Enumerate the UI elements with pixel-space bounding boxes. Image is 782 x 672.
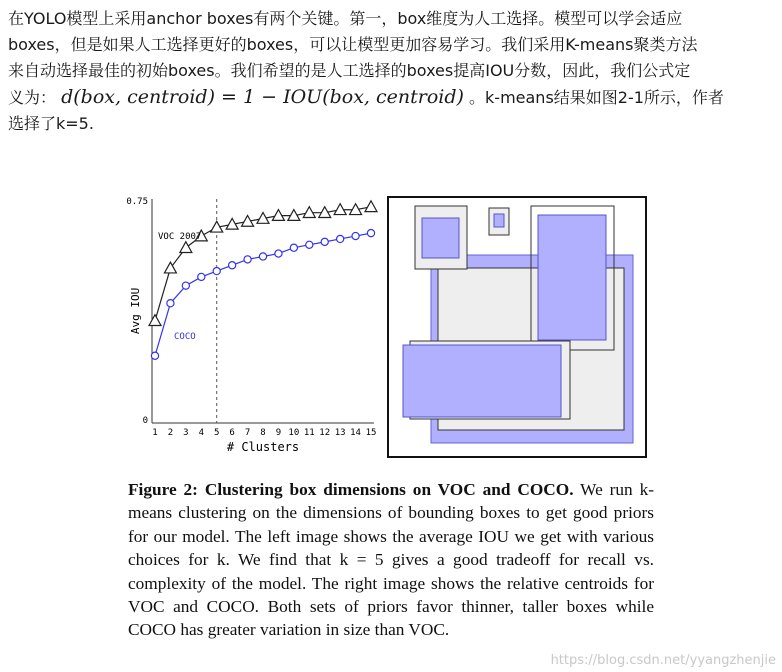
coco-point (182, 282, 189, 289)
coco-box-medium (422, 218, 459, 258)
coco-point (290, 244, 297, 251)
coco-series-label: COCO (174, 332, 196, 342)
voc-point (149, 315, 161, 326)
x-tick-label: 8 (260, 428, 266, 438)
caption-label: Figure 2: (128, 480, 198, 499)
x-tick-label: 2 (167, 428, 174, 438)
coco-point (229, 262, 236, 269)
x-tick-label: 14 (350, 428, 361, 438)
y-tick-bottom: 0 (142, 416, 148, 426)
coco-point (321, 238, 328, 245)
intro-line-4-prefix: 义为： (8, 88, 57, 107)
coco-point (151, 352, 158, 359)
figure-caption (128, 478, 654, 642)
coco-point (275, 250, 282, 257)
x-tick-label: 6 (229, 428, 235, 438)
coco-point (367, 230, 374, 237)
coco-point (167, 300, 174, 307)
y-tick-top: 0.75 (126, 197, 148, 207)
x-tick-label: 12 (319, 428, 331, 438)
caption-title: Clustering box dimensions on VOC and COCO. (204, 480, 574, 499)
intro-line-3: 来自动选择最佳的初始boxes。我们希望的是人工选择的boxes提高IOU分数，因此，我们公式定 (8, 61, 691, 80)
coco-box-tall (538, 215, 606, 340)
coco-box-small (494, 214, 504, 227)
coco-point (337, 235, 344, 242)
intro-line-5: 选择了k=5. (8, 114, 94, 133)
voc-point (365, 201, 377, 212)
voc-point (180, 242, 192, 253)
x-tick-label: 3 (183, 428, 189, 438)
voc-series-line (155, 207, 371, 321)
centroid-diagram (388, 197, 646, 457)
x-axis-label: # Clusters (226, 440, 300, 454)
watermark: https://blog.csdn.net/yyangzhenjie (550, 653, 776, 668)
caption-body: We run k-means clustering on the dimensions of bounding boxes to get good priors for our model. The left image shows the average IOU we get with various choices for k. We find that k = 5 gives a good tradeoff for recall vs. complexity of the model. The right image shows the relative centroids for VOC and COCO. Both sets of priors favor thinner, taller boxes while COCO has greater variation in size than VOC. (128, 480, 654, 640)
coco-point (306, 241, 313, 248)
distance-formula: d(box, centroid) = 1 − IOU(box, centroid) (61, 86, 464, 108)
y-axis-label: Avg IOU (129, 287, 142, 335)
voc-series-label: VOC 2007 (158, 232, 202, 242)
avg-iou-chart (126, 197, 377, 454)
x-tick-label: 5 (214, 428, 220, 438)
x-tick-label: 13 (334, 428, 346, 438)
intro-line-2: boxes，但是如果人工选择更好的boxes，可以让模型更加容易学习。我们采用K-means聚类方法 (8, 35, 698, 54)
coco-point (198, 273, 205, 280)
x-tick-label: 10 (288, 428, 300, 438)
x-tick-label: 7 (244, 428, 251, 438)
x-tick-label: 1 (152, 428, 158, 438)
x-tick-label: 15 (365, 428, 377, 438)
intro-line-4-suffix: 。k-means结果如图2-1所示，作者 (469, 88, 724, 107)
x-tick-label: 4 (198, 428, 204, 438)
x-tick-label: 11 (303, 428, 315, 438)
coco-point (244, 256, 251, 263)
coco-point (213, 267, 220, 274)
coco-box-wide (403, 345, 561, 417)
intro-line-1: 在YOLO模型上采用anchor boxes有两个关键。第一，box维度为人工选择。模型可以学会适应 (8, 9, 683, 28)
voc-point (164, 262, 176, 273)
coco-point (259, 253, 266, 260)
x-tick-label: 9 (275, 428, 282, 438)
coco-point (352, 232, 359, 239)
